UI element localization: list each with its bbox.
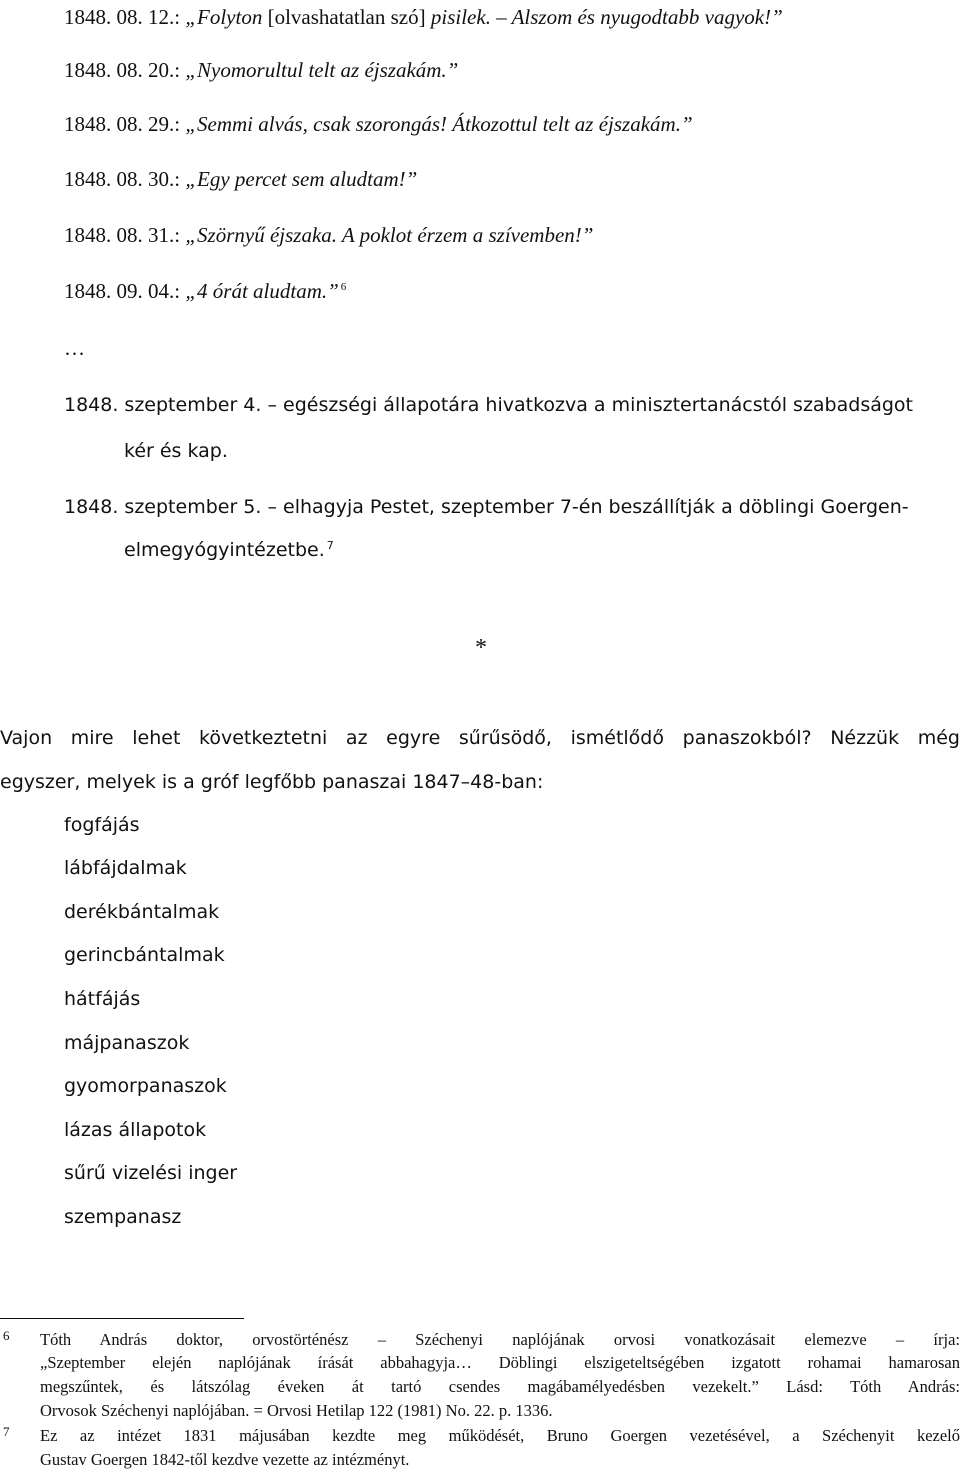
footnote-line: megszűntek, és látszólag éveken át tartó csendes magábamélyedésben vezekelt.” Lásd: Tóth András:	[40, 1377, 960, 1396]
diary-entry	[64, 57, 458, 83]
diary-entry	[64, 4, 783, 30]
diary-entry	[64, 222, 593, 248]
event-line: 1848. szeptember 5. – elhagyja Pestet, szeptember 7-én beszállítják a döblingi Goergen-	[64, 496, 909, 518]
event-line: 1848. szeptember 4. – egészségi állapotára hivatkozva a minisztertanácstól szabadságot	[64, 394, 913, 416]
footnote-line: Tóth András doktor, orvostörténész – Széchenyi naplójának orvosi vonatkozásait elemezve – írja:	[40, 1330, 960, 1349]
list-item: lázas állapotok	[64, 1119, 207, 1141]
diary-date: 1848. 08. 30.:	[64, 167, 181, 191]
diary-quote: „Semmi alvás, csak szorongás! Átkozottul telt az éjszakám.”	[185, 112, 693, 136]
list-item: gerincbántalmak	[64, 944, 225, 966]
footnote-line: „Szeptember elején naplójának írását abbahagyja… Döblingi elszigeteltségében izgatott rohamai hamarosan	[40, 1353, 960, 1372]
diary-quote: „Nyomorultul telt az éjszakám.”	[185, 58, 459, 82]
list-item: sűrű vizelési inger	[64, 1162, 238, 1184]
diary-entry	[64, 111, 693, 137]
event-line	[124, 537, 334, 563]
diary-entry	[64, 278, 346, 304]
list-item: lábfájdalmak	[64, 857, 187, 879]
diary-quote: „Egy percet sem aludtam!”	[185, 167, 418, 191]
event-line-text: elmegyógyintézetbe.	[124, 539, 325, 561]
diary-date: 1848. 08. 20.:	[64, 58, 181, 82]
footnote-ref-7[interactable]: 7	[326, 538, 334, 552]
footnote-ref-6[interactable]: 6	[340, 281, 347, 293]
ellipsis: …	[64, 336, 85, 360]
list-item: derékbántalmak	[64, 901, 220, 923]
footnote-line: Orvosok Széchenyi naplójában. = Orvosi Hetilap 122 (1981) No. 22. p. 1336.	[40, 1401, 553, 1420]
list-item: gyomorpanaszok	[64, 1075, 227, 1097]
list-item: hátfájás	[64, 988, 141, 1010]
section-separator: *	[475, 635, 487, 661]
diary-quote: „Folyton	[185, 5, 263, 29]
diary-date: 1848. 08. 29.:	[64, 112, 181, 136]
event-line: kér és kap.	[124, 440, 228, 462]
list-item: májpanaszok	[64, 1032, 190, 1054]
footnote-divider	[0, 1318, 244, 1319]
diary-bracket-note: [olvashatatlan szó]	[267, 5, 426, 29]
paragraph-line: egyszer, melyek is a gróf legfőbb panaszai 1847–48-ban:	[0, 771, 544, 793]
diary-quote: „4 órát aludtam.”	[185, 279, 339, 303]
diary-date: 1848. 08. 31.:	[64, 223, 181, 247]
footnote-number: 6	[3, 1328, 10, 1343]
list-item: fogfájás	[64, 814, 140, 836]
footnote-line: Gustav Goergen 1842-től kezdve vezette az intézményt.	[40, 1450, 410, 1469]
paragraph-line: Vajon mire lehet következtetni az egyre sűrűsödő, ismétlődő panaszokból? Nézzük még	[0, 727, 960, 749]
diary-date: 1848. 08. 12.:	[64, 5, 181, 29]
diary-quote-rest: pisilek. – Alszom és nyugodtabb vagyok!”	[430, 5, 783, 29]
list-item: szempanasz	[64, 1206, 182, 1228]
diary-quote: „Szörnyű éjszaka. A poklot érzem a szívemben!”	[185, 223, 594, 247]
diary-entry	[64, 166, 417, 192]
footnote-number: 7	[3, 1424, 10, 1439]
footnote-line: Ez az intézet 1831 májusában kezdte meg működését, Bruno Goergen vezetésével, a Széchenyit kezelő	[40, 1426, 960, 1445]
diary-date: 1848. 09. 04.:	[64, 279, 181, 303]
